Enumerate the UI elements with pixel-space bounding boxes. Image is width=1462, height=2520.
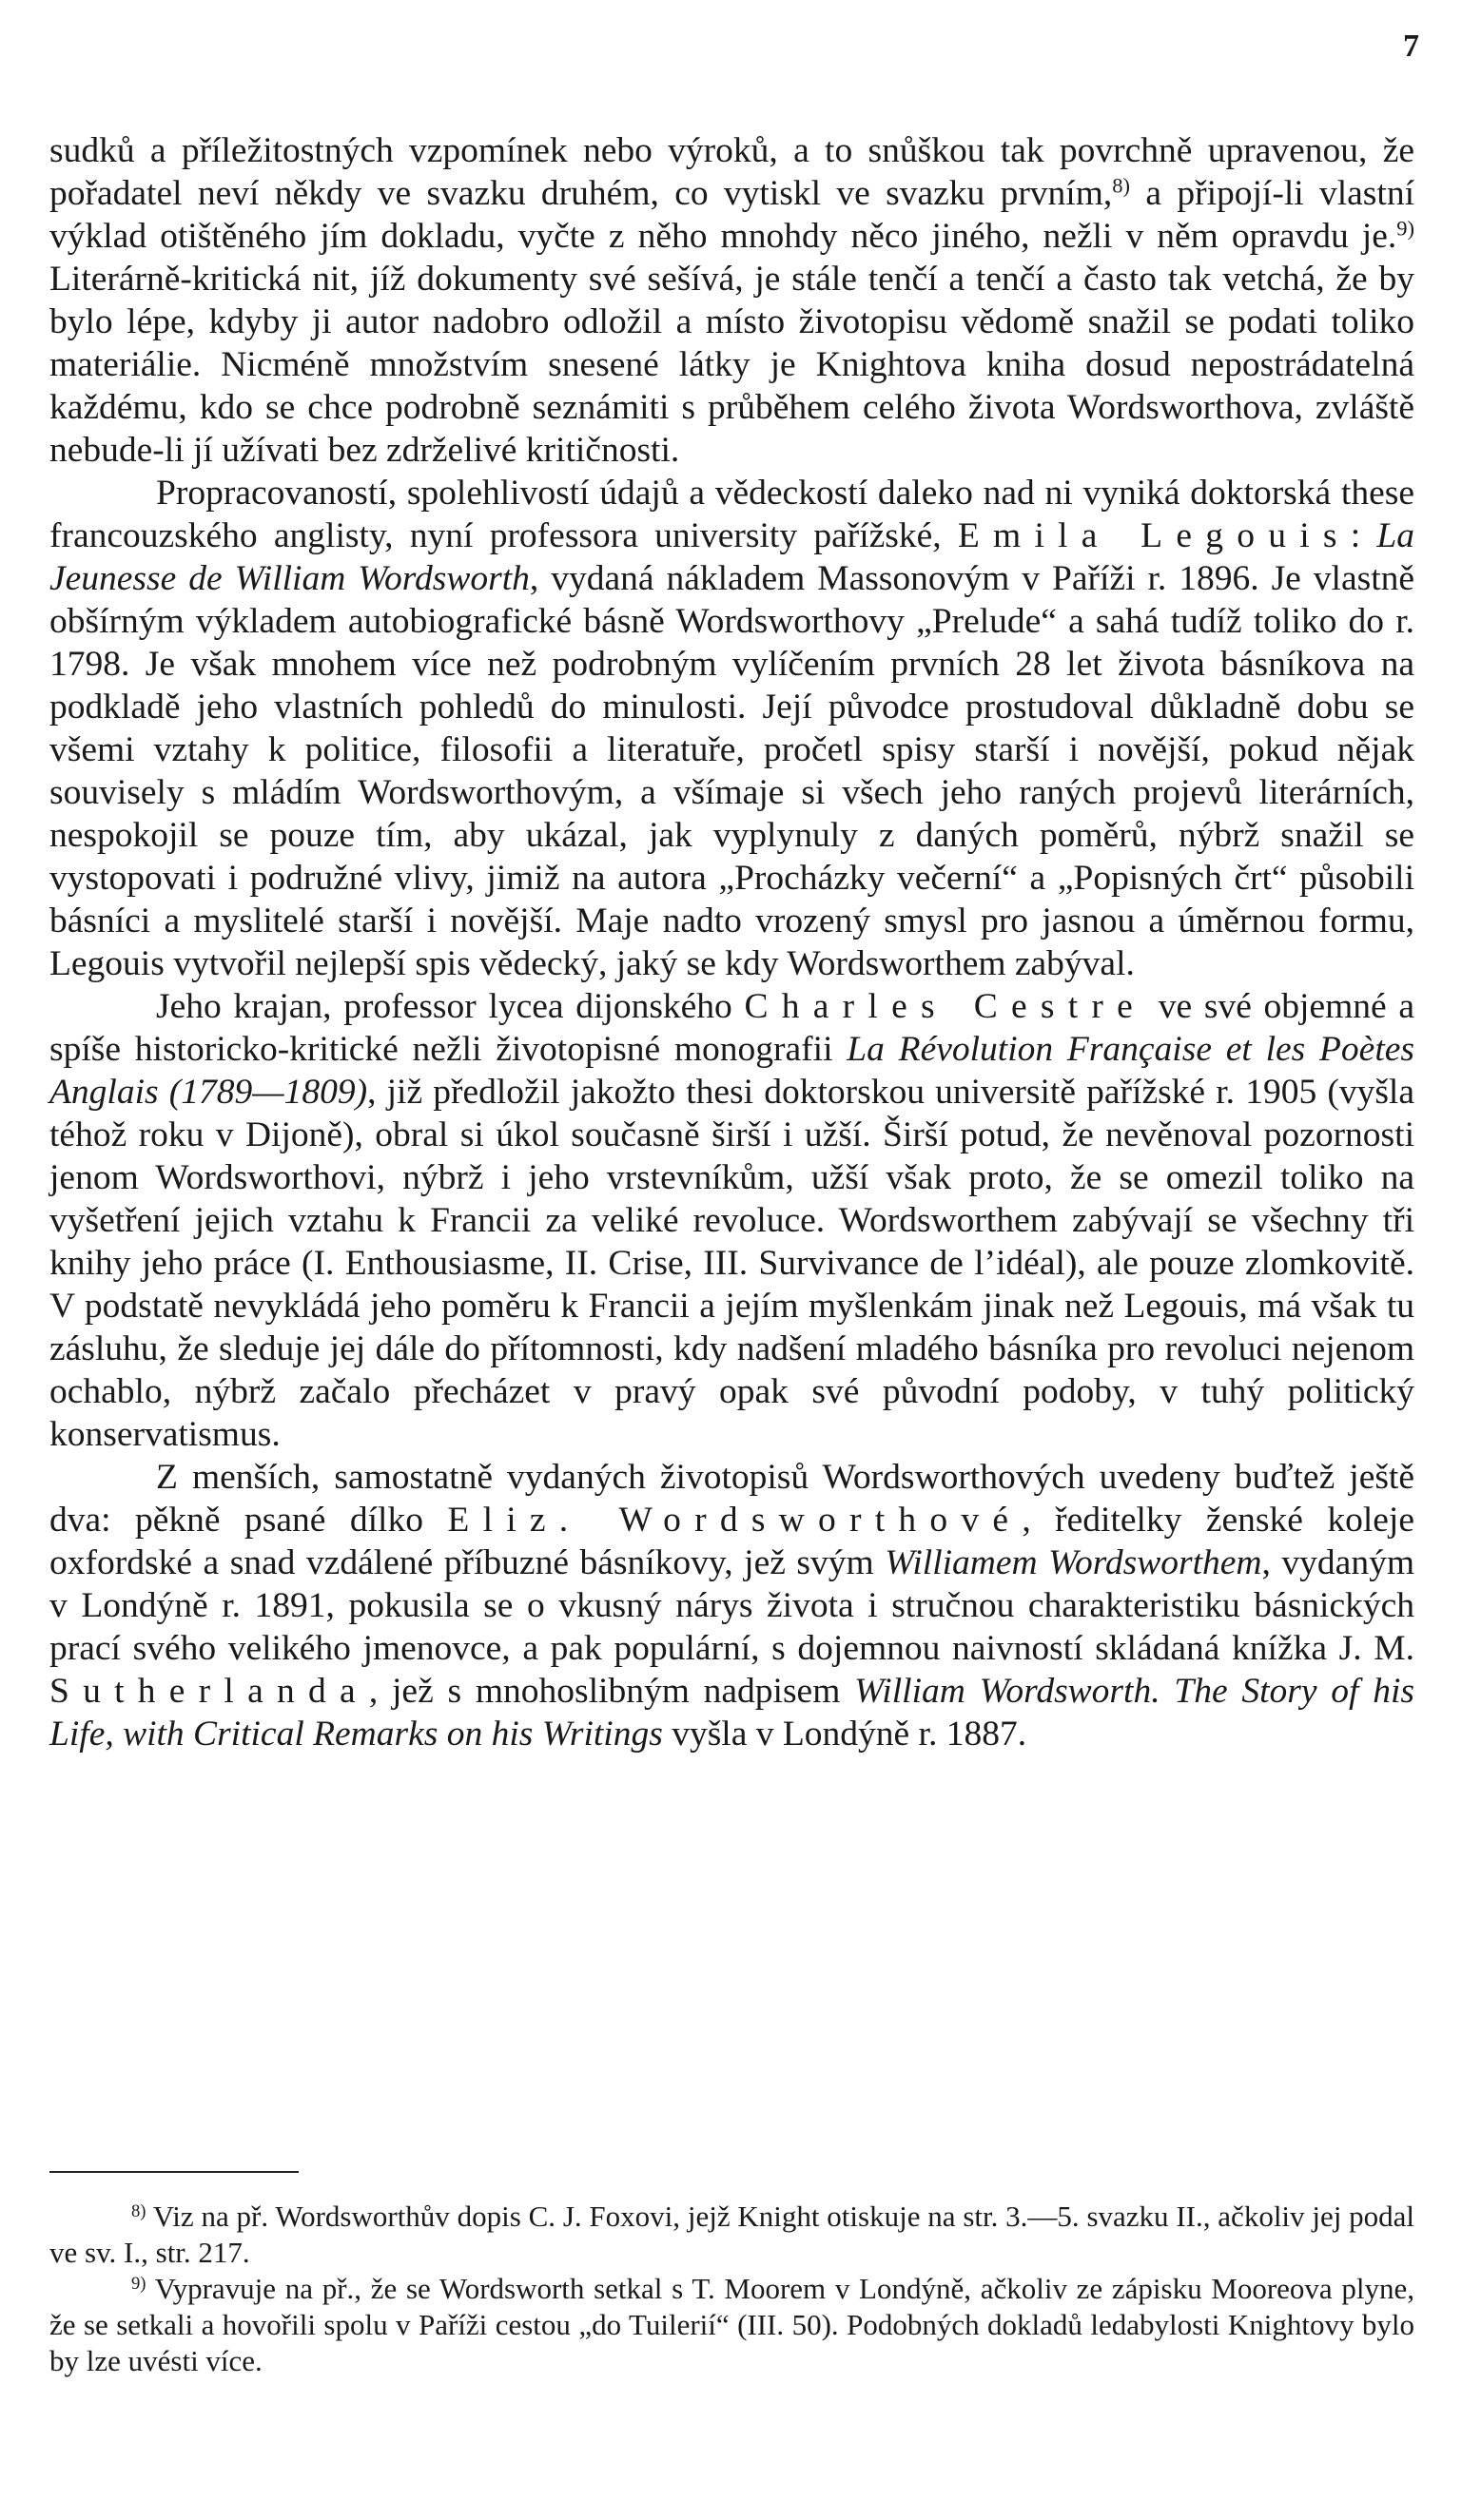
paragraph-4 <box>49 1456 1414 1755</box>
footnote-9-text: Vypravuje na př., že se Wordsworth setkal s T. Moorem v Londýně, ačkoliv ze zápisku Mooreova plyne, že se setkali a hovořili spolu v Paříži cestou „do Tuilerií“ (III. 50). Podobných dokladů ledabylosti Knightovy bylo by lze uvésti více. <box>49 2272 1414 2377</box>
footnote-9 <box>49 2271 1414 2379</box>
paragraph-4-text-b: , ředitelky ženské koleje oxfordské a snad vzdálené příbuzné básníkovy, jež svým <box>49 1501 1414 1582</box>
paragraph-3-text-a: Jeho krajan, professor lycea dijonského <box>156 987 745 1026</box>
footnote-8-mark: 8) <box>131 2200 146 2221</box>
paragraph-3 <box>49 985 1414 1456</box>
paragraph-4-text-c: , vydaným v Londýně r. 1891, pokusila se o vkusný nárys života i stručnou charakteristiku básnických prací svého velikého jmenovce, a pak populární, s dojemnou naivností skládaná knížka <box>49 1543 1414 1668</box>
author-name-legouis: Emila Legouis <box>957 516 1351 555</box>
author-name-cestre: Charles Cestre <box>744 987 1147 1026</box>
paragraph-3-text-b: ve své objemné a spíše historicko-kritické nežli životopisné monografii <box>49 987 1414 1069</box>
paragraph-1-text-b: a připojí-li vlastní výklad otištěného jím dokladu, vyčte z něho mnohdy něco jiného, nežli v něm opravdu je. <box>49 174 1414 256</box>
paragraph-1-text-c: Literárně-kritická nit, jíž dokumenty své sešívá, je stále tenčí a tenčí a často tak vetchá, že by bylo lépe, kdyby ji autor nadobro odložil a místo životopisu vědomě snažil se podati toliko materiálie. Nicméně množstvím snesené látky je Knightova kniha dosud nepostrádatelná každému, kdo se chce podrobně seznámiti s průběhem celého života Wordsworthova, zvláště nebude-li jí užívati bez zdrželivé kritičnosti. <box>49 260 1414 470</box>
paragraph-2-text-c: , vydaná nákladem Massonovým v Paříži r. 1896. Je vlastně obšírným výkladem autobiografické básně Wordsworthovy „Prelude“ a sahá tudíž toliko do r. 1798. Je však mnohem více než podrobným vylíčením prvních 28 let života básníkova na podkladě jeho vlastních pohledů do minulosti. Její původce prostudoval důkladně dobu se všemi vztahy k politice, filosofii a literatuře, pročetl spisy starší i novější, pokud nějak souvisely s mládím Wordsworthovým, a všímaje si všech jeho raných projevů literárních, nespokojil se pouze tím, aby ukázal, jak vyplynuly z daných poměrů, nýbrž snažil se vystopovati i podružné vlivy, jimiž na autora „Procházky večerní“ a „Popisných črt“ působili básníci a myslitelé starší i novější. Maje nadto vrozený smysl pro jasnou a úměrnou formu, Legouis vytvořil nejlepší spis vědecký, jaký se kdy Wordsworthem zabýval. <box>49 559 1415 983</box>
author-name-eliz-wordsworth: Eliz. Wordsworthové <box>447 1501 1023 1540</box>
book-title-cestre: La Révolution Française et les Poètes Anglais (1789—1809) <box>49 1030 1414 1112</box>
footnote-8-text: Viz na př. Wordsworthův dopis C. J. Foxovi, jejž Knight otiskuje na str. 3.—5. svazku II., ačkoliv jej podal ve sv. I., str. 217. <box>49 2200 1414 2269</box>
book-title-sutherland: William Wordsworth. The Story of his Life, with Critical Remarks on his Writings <box>49 1672 1414 1754</box>
book-title-eliz-wordsworth: Williamem Wordsworthem <box>885 1543 1262 1582</box>
footnote-9-mark: 9) <box>131 2273 146 2294</box>
footnotes <box>49 2199 1414 2379</box>
paragraph-2-text-b: : <box>1350 516 1377 555</box>
footnote-8 <box>49 2199 1414 2271</box>
footnote-ref-8[interactable]: 8) <box>1112 173 1131 198</box>
paragraph-4-text-e: vyšla v Londýně r. 1887. <box>662 1715 1027 1754</box>
paragraph-4-text-a: Z menších, samostatně vydaných životopisů Wordsworthových uvedeny buďtež ještě dva: pěkně psané dílko <box>49 1458 1414 1540</box>
book-title-legouis: La Jeunesse de William Wordsworth <box>49 516 1414 598</box>
paragraph-1 <box>49 129 1414 472</box>
author-initials-sutherland: J. M. <box>1338 1629 1414 1668</box>
footnote-ref-9[interactable]: 9) <box>1396 216 1414 241</box>
footnote-divider <box>49 2171 299 2173</box>
paragraph-2-text-a: Propracovaností, spolehlivostí údajů a vědeckostí daleko nad ni vyniká doktorská these francouzského anglisty, nyní professora university pařížské, <box>49 474 1414 555</box>
paragraph-2 <box>49 472 1414 985</box>
paragraph-4-text-d: , jež s mnohoslibným nadpisem <box>368 1672 855 1711</box>
paragraph-3-text-c: , již předložil jakožto thesi doktorskou universitě pařížské r. 1905 (vyšla téhož roku v Dijoně), obral si úkol současně širší i užší. Širší potud, že nevěnoval pozornosti jenom Wordsworthovi, nýbrž i jeho vrstevníkům, užší však proto, že se omezil toliko na vyšetření jejich vztahu k Francii za veliké revoluce. Wordsworthem zabývají se všechny tři knihy jeho práce (I. Enthousiasme, II. Crise, III. Survivance de l’idéal), ale pouze zlomkovitě. V podstatě nevykládá jeho poměru k Francii a jejím myšlenkám jinak než Legouis, má však tu zásluhu, že sleduje jej dále do přítomnosti, kdy nadšení mladého básníka pro revoluci nejenom ochablo, nýbrž začalo přecházet v pravý opak své původní podoby, v tuhý politický konservatismus. <box>49 1073 1414 1454</box>
paragraph-1-text-a: sudků a příležitostných vzpomínek nebo výroků, a to snůškou tak povrchně upravenou, že pořadatel neví někdy ve svazku druhém, co vytiskl ve svazku prvním, <box>49 131 1414 213</box>
main-text <box>49 129 1414 1755</box>
page-number: 7 <box>1403 29 1419 64</box>
author-name-sutherland: Sutherlanda <box>49 1672 369 1711</box>
